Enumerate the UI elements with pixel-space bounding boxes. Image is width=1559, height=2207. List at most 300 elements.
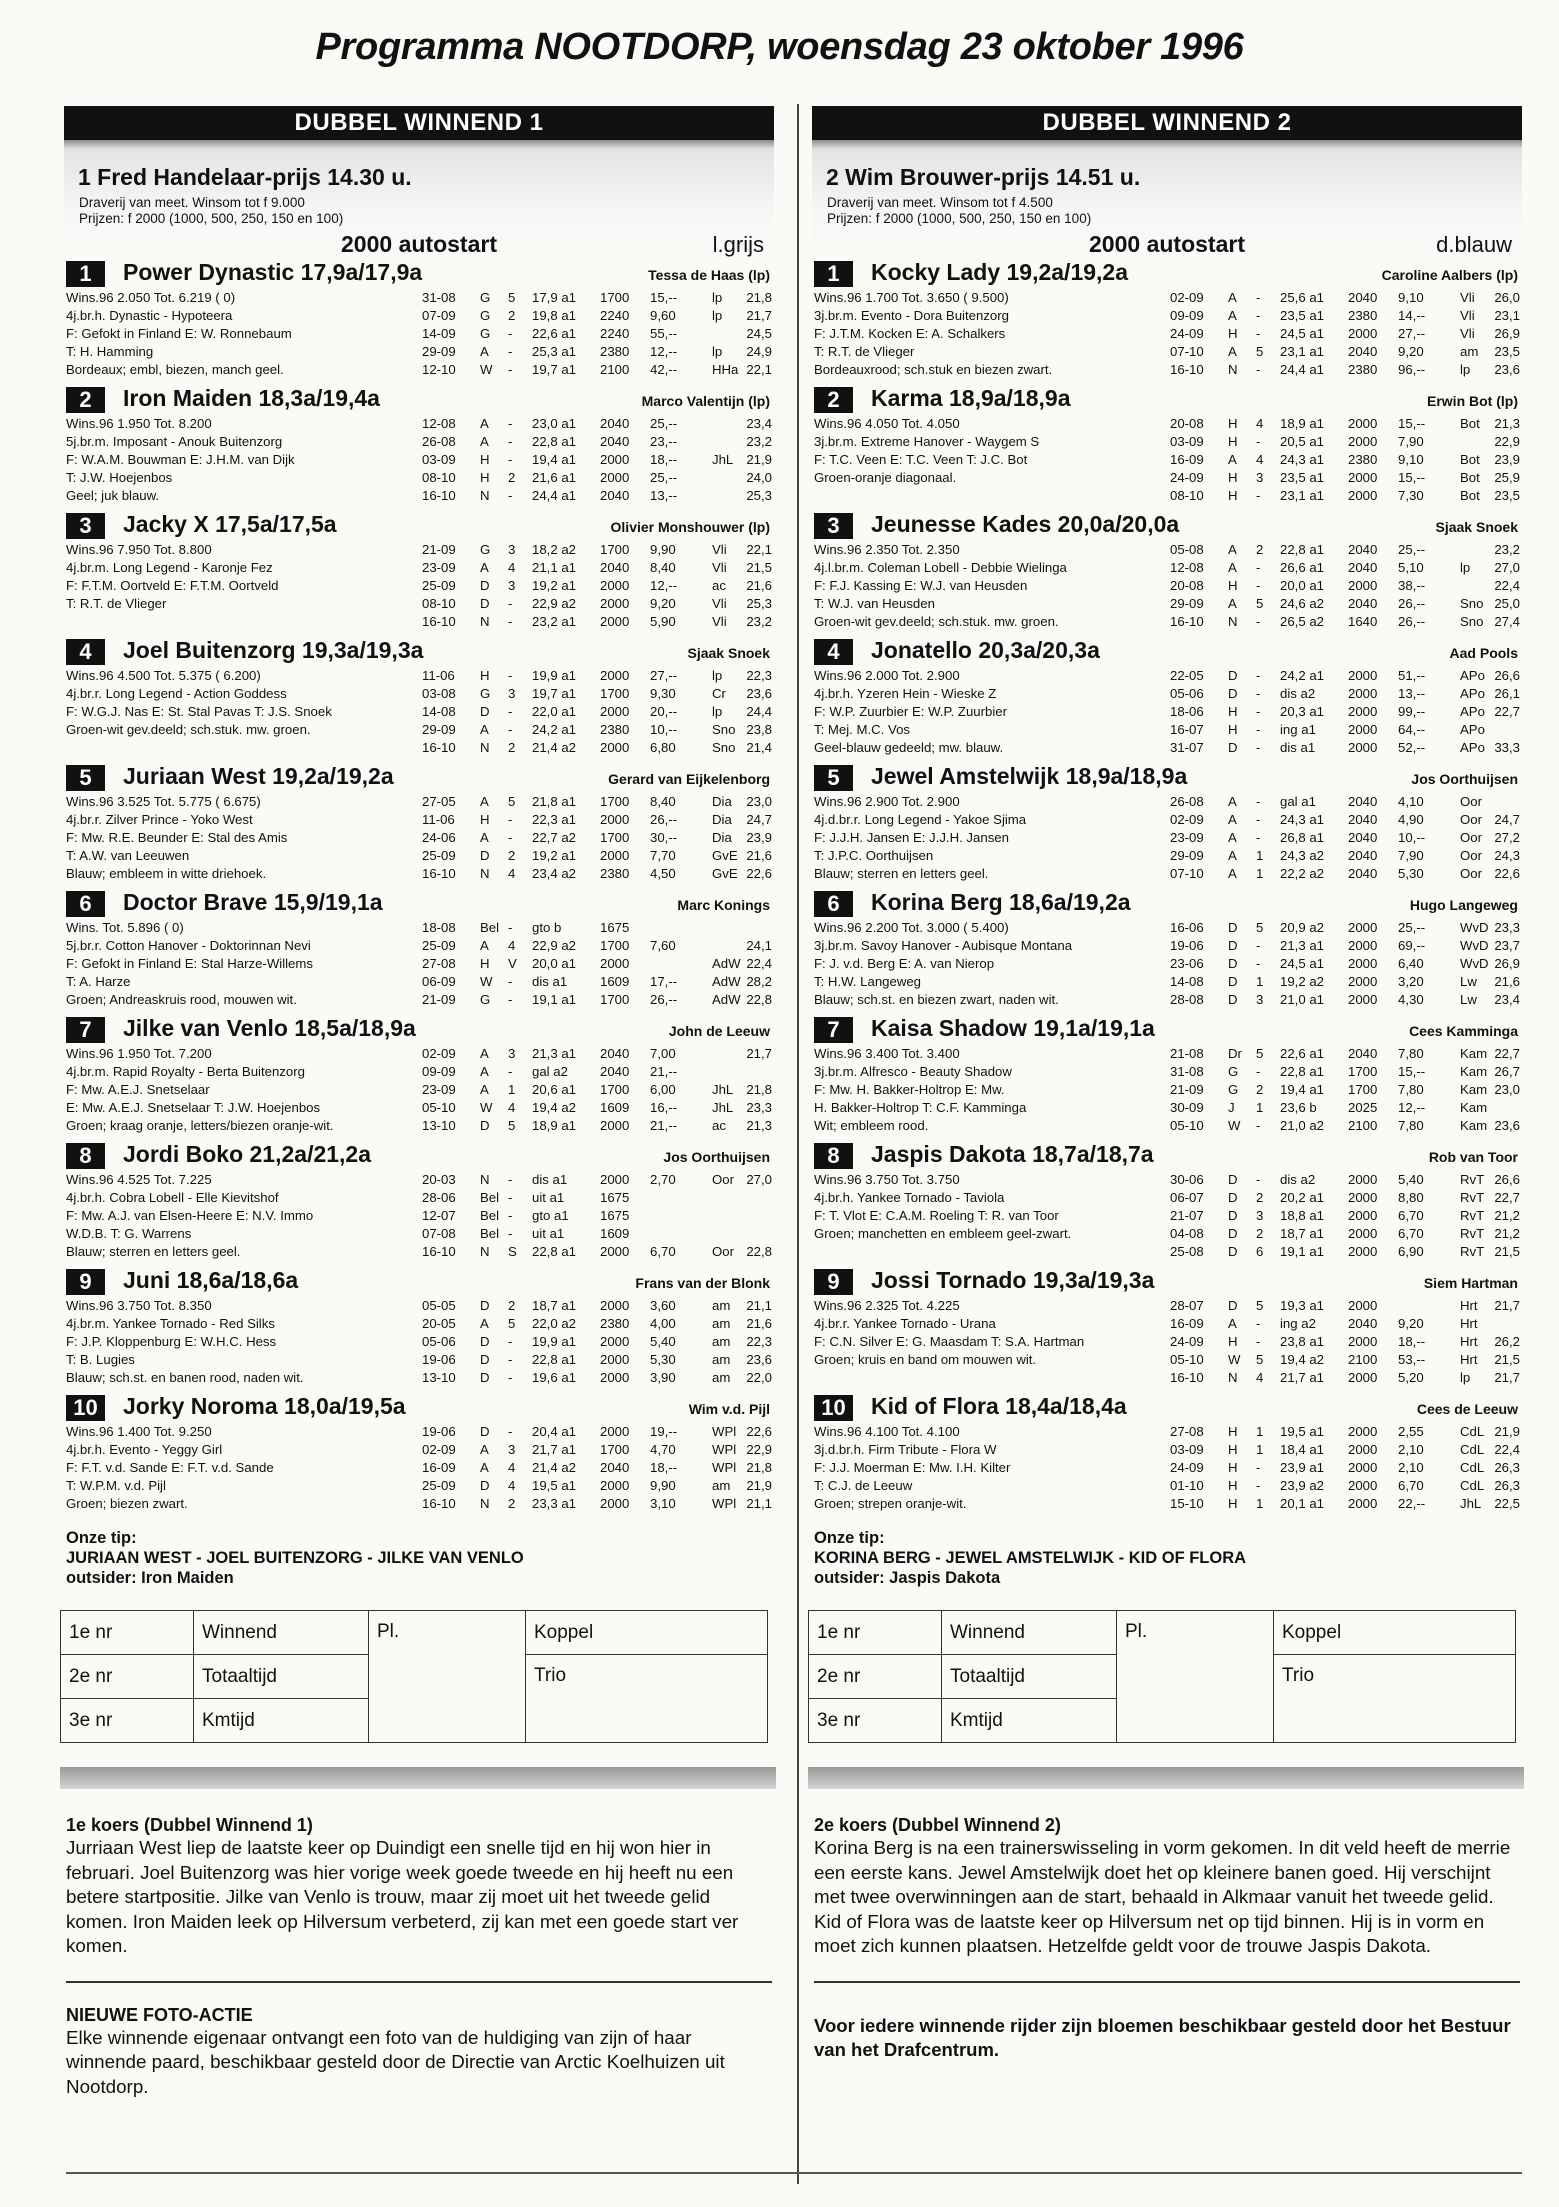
result-place: 3 [508,1046,516,1061]
horse-entry [66,1266,772,1392]
result-odds: 4,90 [1398,812,1424,827]
race-condition-line: Prijzen: f 2000 (1000, 500, 250, 150 en 100) [79,211,344,226]
result-place: - [508,362,513,377]
result-time: 21,6 a1 [532,470,576,485]
result-kmtime: 21,3 [746,1118,772,1133]
horse-info-line: F: Gefokt in Finland E: Stal Harze-Willems [66,956,313,971]
result-distance: 2000 [600,740,630,755]
result-track: D [1228,956,1238,971]
result-distance: 2000 [1348,1244,1378,1259]
entry-rows [814,793,1520,883]
bet-type: Kmtijd [942,1699,1117,1743]
horse-info-line: Blauw; sterren en letters geel. [814,866,989,881]
result-place: 2 [508,308,516,323]
entry-row [66,577,772,595]
result-odds: 55,-- [650,326,678,341]
result-time: 23,0 a1 [532,416,576,431]
horse-info-line: Groen-wit gev.deeld; sch.stuk. mw. groen. [66,722,311,737]
horse-info-line: 4j.l.br.m. Coleman Lobell - Debbie Wielinga [814,560,1067,575]
result-track: H [1228,416,1238,431]
result-date: 18-06 [1170,704,1204,719]
result-time: 23,9 a1 [1280,1460,1324,1475]
result-place: 1 [1256,848,1264,863]
entry-row [66,361,772,379]
result-date: 29-09 [422,344,456,359]
result-time: gto b [532,920,562,935]
result-date: 20-08 [1170,416,1204,431]
result-date: 03-09 [422,452,456,467]
bet-type: Totaaltijd [942,1655,1117,1699]
result-driver: APo [1460,686,1485,701]
entry-row [66,1081,772,1099]
result-track: D [1228,668,1238,683]
result-place: 1 [1256,1442,1264,1457]
result-date: 16-09 [422,1460,456,1475]
entry-row [66,685,772,703]
entry-row [814,1333,1520,1351]
result-date: 03-09 [1170,434,1204,449]
result-track: G [480,542,491,557]
result-odds: 4,50 [650,866,676,881]
entry-row [66,1045,772,1063]
result-track: D [480,1352,490,1367]
result-odds: 21,-- [650,1118,678,1133]
start-number: 2 [66,387,105,413]
start-number: 8 [814,1143,853,1169]
result-time: 23,9 a2 [1280,1478,1324,1493]
horse-info-line: 4j.br.h. Yankee Tornado - Taviola [814,1190,1005,1205]
race-start: 2000 autostart [1089,231,1245,257]
result-driver: am [712,1334,731,1349]
entry-row [814,1423,1520,1441]
entry-rows [66,1045,772,1135]
result-distance: 1675 [600,1208,630,1223]
horse-info-line: E: Mw. A.E.J. Snetselaar T: J.W. Hoejenbos [66,1100,321,1115]
result-odds: 7,60 [650,938,676,953]
result-distance: 2040 [1348,830,1378,845]
result-time: 20,4 a1 [532,1424,576,1439]
entry-rows [814,1297,1520,1387]
result-line [422,541,772,559]
entry-row [814,469,1520,487]
result-distance: 2000 [600,668,630,683]
page-title: Programma NOOTDORP, woensdag 23 oktober 1996 [315,26,1244,68]
entry-row [814,487,1520,505]
result-track: H [1228,1478,1238,1493]
result-time: 24,5 a1 [1280,956,1324,971]
result-driver: Kam [1460,1064,1488,1079]
result-odds: 8,80 [1398,1190,1424,1205]
race-condition-line: Prijzen: f 2000 (1000, 500, 250, 150 en 100) [827,211,1092,226]
result-line [1170,1333,1520,1351]
result-place: - [1256,956,1261,971]
result-time: 23,1 a1 [1280,344,1324,359]
flowers-notice: Voor iedere winnende rijder zijn bloemen beschikbaar gesteld door het Bestuur van het Drafcentrum. [814,2014,1511,2060]
horse-entry [66,1014,772,1140]
result-line [1170,973,1520,991]
entry-header [66,258,772,289]
result-driver: JhL [712,452,734,467]
result-kmtime: 22,7 [1494,1046,1520,1061]
horse-info-line: Groen-oranje diagonaal. [814,470,957,485]
result-driver: APo [1460,740,1485,755]
result-date: 30-09 [1170,1100,1204,1115]
result-odds: 9,20 [650,596,676,611]
entry-row [66,1243,772,1261]
result-distance: 2040 [1348,794,1378,809]
result-odds: 7,90 [1398,434,1424,449]
result-line [1170,541,1520,559]
result-date: 28-08 [1170,992,1204,1007]
horse-name: Kid of Flora 18,4a/18,4a [871,1393,1127,1419]
result-kmtime: 23,3 [1494,920,1520,935]
result-time: 19,5 a1 [1280,1424,1324,1439]
entry-row [66,1099,772,1117]
result-time: 20,6 a1 [532,1082,576,1097]
horse-info-line: T: J.P.C. Oorthuijsen [814,848,934,863]
result-date: 25-09 [422,938,456,953]
horse-entry [814,384,1520,510]
result-odds: 7,80 [1398,1082,1424,1097]
result-kmtime: 21,6 [746,578,772,593]
result-date: 16-09 [1170,452,1204,467]
result-date: 08-10 [1170,488,1204,503]
result-driver: AdW [712,992,741,1007]
result-distance: 2000 [1348,740,1378,755]
result-time: 19,8 a1 [532,308,576,323]
result-track: A [1228,794,1237,809]
result-distance: 2000 [1348,668,1378,683]
result-track: N [480,1244,490,1259]
tip-outsider: outsider: Iron Maiden [66,1569,234,1587]
result-date: 08-10 [422,596,456,611]
result-distance: 2000 [1348,1478,1378,1493]
result-place: 4 [1256,1370,1264,1385]
entry-row [66,793,772,811]
result-track: A [480,1316,489,1331]
entry-rows [66,289,772,379]
horse-info-line: Wins.96 4.050 Tot. 4.050 [814,416,960,431]
result-distance: 2000 [1348,326,1378,341]
result-odds: 3,10 [650,1496,676,1511]
horse-info-line: Groen; manchetten en embleem geel-zwart. [814,1226,1072,1241]
horse-name: Jacky X 17,5a/17,5a [123,511,337,537]
result-odds: 6,00 [650,1082,676,1097]
result-kmtime: 22,6 [1494,866,1520,881]
result-driver: Lw [1460,992,1477,1007]
result-driver: lp [1460,560,1471,575]
driver-name: Hugo Langeweg [1409,897,1518,913]
entry-row [814,847,1520,865]
result-place: 1 [1256,974,1264,989]
result-date: 16-07 [1170,722,1204,737]
result-track: D [1228,938,1238,953]
driver-name: John de Leeuw [668,1023,770,1039]
result-track: D [480,1334,490,1349]
result-distance: 2000 [600,1496,630,1511]
result-time: 21,0 a1 [1280,992,1324,1007]
result-driver: Vli [712,614,727,629]
result-time: 23,8 a1 [1280,1334,1324,1349]
horse-name: Karma 18,9a/18,9a [871,385,1071,411]
entry-row [814,1477,1520,1495]
result-date: 20-05 [422,1316,456,1331]
horse-name: Jossi Tornado 19,3a/19,3a [871,1267,1155,1293]
entry-header [66,1392,772,1423]
horse-info-line: 4j.br.h. Evento - Yeggy Girl [66,1442,223,1457]
banner-shade [64,140,774,148]
horse-info-line: Blauw; embleem in witte driehoek. [66,866,267,881]
result-track: A [480,1460,489,1475]
result-line [1170,1117,1520,1135]
tip-label: Onze tip: [814,1529,885,1547]
result-kmtime: 24,5 [746,326,772,341]
result-odds: 20,-- [650,704,678,719]
result-track: H [480,668,490,683]
result-driver: RvT [1460,1244,1485,1259]
result-place: - [1256,614,1261,629]
horse-info-line: Bordeaux; embl, biezen, manch geel. [66,362,284,377]
result-line [1170,361,1520,379]
result-line [422,1477,772,1495]
result-line [422,1063,772,1081]
result-date: 03-08 [422,686,456,701]
result-time: 24,3 a2 [1280,848,1324,863]
result-driver: WPl [712,1496,737,1511]
result-distance: 2380 [600,344,630,359]
result-line [1170,1045,1520,1063]
result-kmtime: 23,9 [746,830,772,845]
result-distance: 2000 [600,578,630,593]
result-place: 4 [508,1460,516,1475]
horse-info-line: T: C.J. de Leeuw [814,1478,913,1493]
result-odds: 18,-- [1398,1334,1426,1349]
result-place: - [508,830,513,845]
driver-name: Tessa de Haas (lp) [648,267,770,283]
result-time: 23,5 a1 [1280,470,1324,485]
entry-row [814,1351,1520,1369]
result-place: - [1256,290,1261,305]
result-driver: Bot [1460,416,1480,431]
entry-rows [814,667,1520,757]
result-line [1170,613,1520,631]
result-line [1170,1423,1520,1441]
result-distance: 1700 [1348,1064,1378,1079]
result-date: 25-09 [422,848,456,863]
result-driver: APo [1460,668,1485,683]
result-driver: Vli [712,596,727,611]
result-odds: 21,-- [650,1064,678,1079]
result-distance: 2040 [600,1064,630,1079]
result-line [422,811,772,829]
result-time: 19,4 a2 [532,1100,576,1115]
result-line [422,613,772,631]
horse-info-line: F: J.T.M. Kocken E: A. Schalkers [814,326,1006,341]
result-odds: 2,70 [650,1172,676,1187]
result-place: 2 [508,740,516,755]
analysis-title: 2e koers (Dubbel Winnend 2) [814,1815,1061,1835]
result-distance: 2000 [1348,1190,1378,1205]
result-distance: 1609 [600,1226,630,1241]
result-place: - [508,1370,513,1385]
result-date: 31-08 [422,290,456,305]
result-line [1170,811,1520,829]
result-line [422,451,772,469]
result-line [422,1441,772,1459]
result-distance: 2000 [1348,488,1378,503]
result-time: 21,3 a1 [1280,938,1324,953]
result-date: 11-06 [422,668,455,683]
result-time: 23,1 a1 [1280,488,1324,503]
result-time: 22,8 a1 [532,434,576,449]
result-place: - [508,1172,513,1187]
horse-info-line: F: J.P. Kloppenburg E: W.H.C. Hess [66,1334,277,1349]
result-line [1170,1495,1520,1513]
result-kmtime: 23,0 [1494,1082,1520,1097]
bottom-rule [66,2172,1522,2174]
result-driver: WPl [712,1424,737,1439]
result-track: D [1228,1172,1238,1187]
result-kmtime: 23,2 [746,614,772,629]
result-time: 20,9 a2 [1280,920,1324,935]
result-track: D [480,1370,490,1385]
horse-entry [66,1140,772,1266]
horse-info-line: T: W.P.M. v.d. Pijl [66,1478,166,1493]
result-date: 06-09 [422,974,456,989]
result-date: 04-08 [1170,1226,1204,1241]
result-line [422,991,772,1009]
result-place: - [508,488,513,503]
result-driver: lp [1460,362,1471,377]
result-kmtime: 21,4 [746,740,772,755]
result-odds: 6,70 [1398,1478,1424,1493]
result-date: 21-09 [1170,1082,1204,1097]
result-time: 22,7 a2 [532,830,576,845]
result-line [1170,1351,1520,1369]
result-time: dis a2 [1280,1172,1316,1187]
result-place: 2 [1256,1190,1264,1205]
result-kmtime: 23,2 [1494,542,1520,557]
entry-row [814,1225,1520,1243]
result-track: W [480,362,493,377]
bet-koppel: Koppel [1274,1611,1516,1655]
driver-name: Gerard van Eijkelenborg [608,771,770,787]
result-time: dis a1 [532,974,568,989]
result-odds: 4,10 [1398,794,1424,809]
result-place: 4 [1256,452,1264,467]
result-place: 1 [1256,1100,1264,1115]
foto-action-title: NIEUWE FOTO-ACTIE [66,2004,253,2025]
result-track: H [1228,704,1238,719]
bet-type: Kmtijd [194,1699,369,1743]
result-line [422,1207,772,1225]
result-date: 30-06 [1170,1172,1204,1187]
result-time: gal a2 [532,1064,568,1079]
result-distance: 2040 [1348,542,1378,557]
entry-rows [814,1171,1520,1261]
result-date: 31-07 [1170,740,1204,755]
result-time: 22,8 a1 [532,1244,576,1259]
result-time: 22,9 a2 [532,596,576,611]
result-kmtime: 21,2 [1494,1226,1520,1241]
result-line [422,433,772,451]
result-distance: 1700 [600,1082,630,1097]
result-driver: am [712,1370,731,1385]
result-place: - [1256,812,1261,827]
result-track: A [480,344,489,359]
horse-info-line: T: H. Hamming [66,344,154,359]
result-time: 24,4 a1 [1280,362,1324,377]
result-place: - [1256,686,1261,701]
result-odds: 3,60 [650,1298,676,1313]
result-distance: 2000 [1348,956,1378,971]
result-track: Bel [480,1226,500,1241]
horse-info-line: Blauw; sch.st. en biezen zwart, naden wit. [814,992,1059,1007]
start-number: 9 [66,1269,105,1295]
result-place: 4 [508,1478,516,1493]
result-place: - [1256,578,1261,593]
result-driver: CdL [1460,1478,1485,1493]
result-place: 3 [508,542,516,557]
result-time: 18,2 a2 [532,542,576,557]
entry-row [66,1441,772,1459]
result-place: - [1256,560,1261,575]
result-place: 2 [1256,542,1264,557]
entry-row [66,433,772,451]
result-distance: 2100 [600,362,630,377]
result-kmtime: 22,4 [1494,578,1520,593]
entry-row [814,793,1520,811]
entry-row [814,991,1520,1009]
entry-row [814,667,1520,685]
result-line [422,1171,772,1189]
result-odds: 18,-- [650,452,678,467]
result-track: D [480,578,490,593]
result-kmtime: 27,4 [1494,614,1520,629]
result-kmtime: 21,8 [746,1460,772,1475]
result-kmtime: 23,3 [746,1100,772,1115]
result-time: ing a2 [1280,1316,1316,1331]
result-odds: 13,-- [1398,686,1426,701]
horse-info-line: F: Gefokt in Finland E: W. Ronnebaum [66,326,292,341]
result-line [1170,1171,1520,1189]
result-track: H [1228,1424,1238,1439]
result-odds: 26,-- [1398,596,1426,611]
entry-row [814,1081,1520,1099]
bet-type: Totaaltijd [194,1655,369,1699]
result-distance: 2040 [600,416,630,431]
result-time: 22,0 a1 [532,704,576,719]
driver-name: Sjaak Snoek [1435,519,1518,535]
result-distance: 1640 [1348,614,1378,629]
result-time: 23,2 a1 [532,614,576,629]
result-track: A [480,830,489,845]
result-kmtime: 25,9 [1494,470,1520,485]
result-line [422,1081,772,1099]
result-time: 19,9 a1 [532,1334,576,1349]
result-odds: 4,30 [1398,992,1424,1007]
result-date: 18-08 [422,920,456,935]
entry-header [814,510,1520,541]
result-date: 05-06 [422,1334,456,1349]
result-place: - [508,920,513,935]
result-odds: 5,40 [650,1334,676,1349]
result-track: A [1228,344,1237,359]
result-date: 08-10 [422,470,456,485]
result-driver: Kam [1460,1118,1488,1133]
result-kmtime: 22,5 [1494,1496,1520,1511]
result-driver: Oor [1460,830,1482,845]
